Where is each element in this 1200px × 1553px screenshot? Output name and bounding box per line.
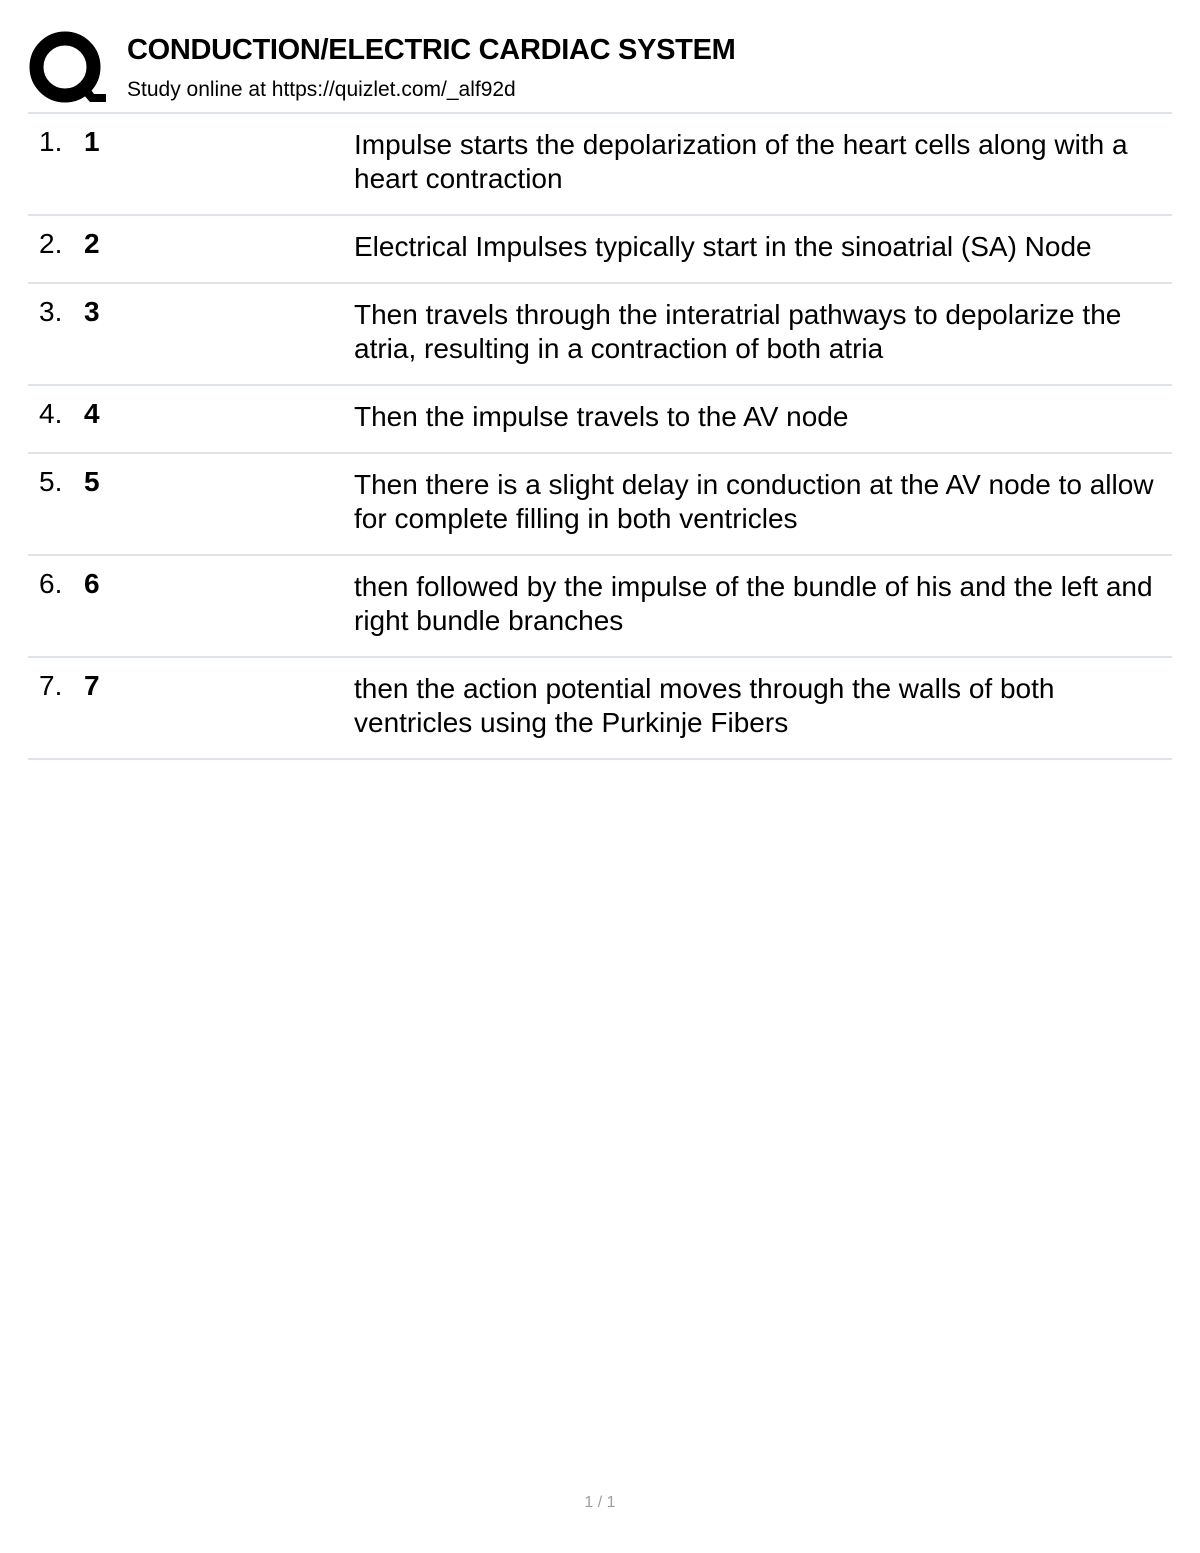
- card-number: 1.: [39, 126, 63, 157]
- study-link: Study online at https://quizlet.com/_alf92d: [127, 78, 516, 101]
- card-row: [28, 114, 1172, 216]
- card-row: [28, 386, 1172, 454]
- card-definition: Then travels through the interatrial pathways to depolarize the atria, resulting in a contraction of both atria: [354, 299, 1122, 364]
- card-term: 3: [84, 296, 100, 327]
- card-number: 4.: [39, 398, 63, 429]
- card-definition: Then the impulse travels to the AV node: [354, 401, 849, 432]
- card-definition: Electrical Impulses typically start in the sinoatrial (SA) Node: [354, 231, 1092, 262]
- card-definition: then followed by the impulse of the bundle of his and the left and right bundle branches: [354, 571, 1153, 636]
- card-definition: Impulse starts the depolarization of the heart cells along with a heart contraction: [354, 129, 1128, 194]
- card-number: 2.: [39, 228, 63, 259]
- card-number: 5.: [39, 466, 63, 497]
- card-number: 7.: [39, 670, 63, 701]
- card-definition: Then there is a slight delay in conduction at the AV node to allow for complete filling in both ventricles: [354, 469, 1154, 534]
- card-number: 6.: [39, 568, 63, 599]
- page-title: CONDUCTION/ELECTRIC CARDIAC SYSTEM: [127, 34, 736, 66]
- card-definition: then the action potential moves through the walls of both ventricles using the Purkinje Fibers: [354, 673, 1055, 738]
- card-row: [28, 216, 1172, 284]
- card-row: [28, 658, 1172, 760]
- card-row: [28, 556, 1172, 658]
- card-term: 4: [84, 398, 100, 429]
- card-term: 5: [84, 466, 100, 497]
- page-indicator: 1 / 1: [584, 1494, 616, 1511]
- card-term: 1: [84, 126, 100, 157]
- card-row: [28, 454, 1172, 556]
- card-term: 7: [84, 670, 100, 701]
- card-term: 6: [84, 568, 100, 599]
- card-list: [28, 114, 1172, 760]
- quizlet-logo: [28, 30, 108, 110]
- header: [28, 30, 1172, 112]
- card-row: [28, 284, 1172, 386]
- card-number: 3.: [39, 296, 63, 327]
- card-term: 2: [84, 228, 100, 259]
